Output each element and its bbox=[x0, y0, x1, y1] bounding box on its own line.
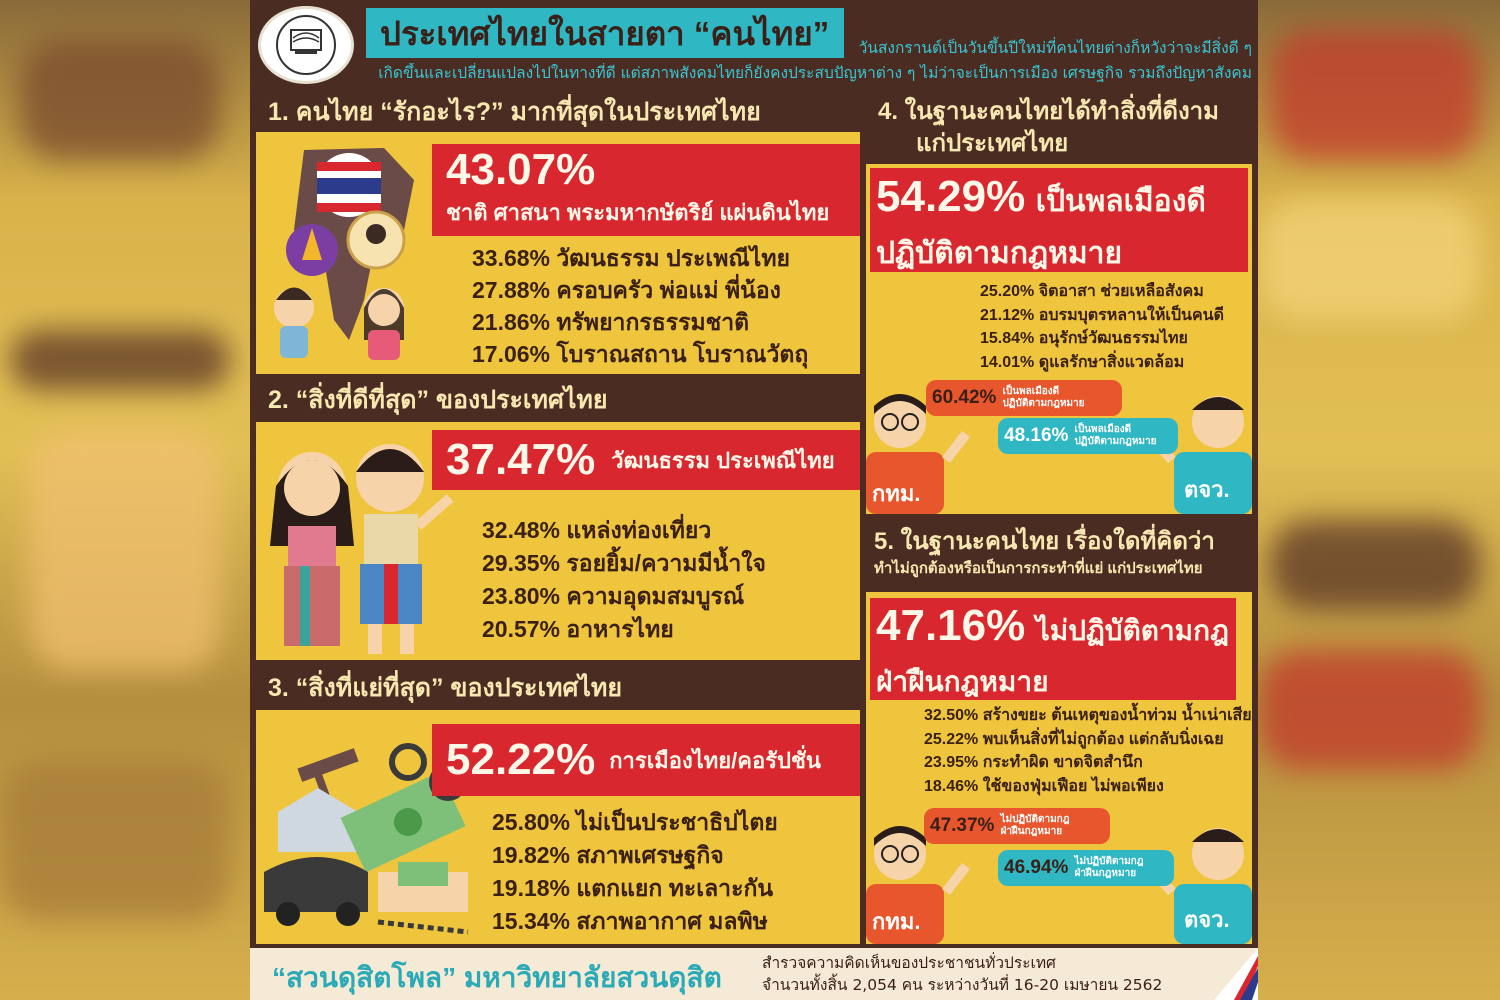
poll-brand: “สวนดุสิตโพล” มหาวิทยาลัยสวนดุสิต bbox=[272, 962, 722, 993]
survey-info-line1: สำรวจความคิดเห็นของประชาชนทั่วประเทศ bbox=[762, 954, 1056, 972]
bkk-percent: 60.42% bbox=[932, 387, 997, 408]
section-4-panel bbox=[866, 92, 1252, 514]
list-item: 32.50% สร้างขยะ ต้นเหตุของน้ำท่วม น้ำเน่าเสีย bbox=[924, 707, 1252, 724]
section-5-title bbox=[866, 520, 1252, 592]
poster-footer bbox=[250, 948, 1258, 1000]
section-1-top-result bbox=[432, 144, 860, 236]
section-2-title: 2. “สิ่งที่ดีที่สุด” ของประเทศไทย bbox=[256, 378, 860, 422]
province-caption-2b: ฝ่าฝืนกฎหมาย bbox=[1074, 868, 1137, 879]
section-2-top-result bbox=[432, 430, 860, 490]
list-item: 32.48% แหล่งท่องเที่ยว bbox=[482, 517, 712, 543]
bkk-percent-2: 47.37% bbox=[930, 815, 995, 836]
survey-info-line2: จำนวนทั้งสิ้น 2,054 คน ระหว่างวันที่ 16-20 เมษายน 2562 bbox=[762, 976, 1163, 994]
list-item: 14.01% ดูแลรักษาสิ่งแวดล้อม bbox=[980, 353, 1185, 371]
section-3-list bbox=[492, 806, 778, 938]
section-3-top-result bbox=[432, 724, 860, 796]
section-2-panel bbox=[256, 378, 860, 660]
list-item: 21.86% ทรัพยากรธรรมชาติ bbox=[472, 309, 750, 335]
list-item: 23.95% กระทำผิด ขาดจิตสำนึก bbox=[924, 754, 1143, 771]
section-1-panel bbox=[256, 92, 860, 374]
poster-header bbox=[250, 0, 1258, 88]
section-4-title-line1: 4. ในฐานะคนไทยได้ทำสิ่งที่ดีงาม bbox=[878, 98, 1219, 125]
section-1-top-percent: 43.07% bbox=[446, 145, 596, 194]
section-5-top-result bbox=[870, 598, 1236, 700]
thailand-map-illustration bbox=[264, 140, 434, 370]
bkk-caption-1: เป็นพลเมืองดี bbox=[1002, 386, 1060, 397]
section-5-top-label: ไม่ปฏิบัติตามกฎ bbox=[1035, 615, 1229, 646]
section-3-title: 3. “สิ่งที่แย่ที่สุด” ของประเทศไทย bbox=[256, 666, 860, 710]
section-5-title-line1: 5. ในฐานะคนไทย เรื่องใดที่คิดว่า bbox=[874, 528, 1215, 555]
section-3-top-label: การเมืองไทย/คอรัปชั่น bbox=[609, 747, 821, 773]
list-item: 21.12% อบรมบุตรหลานให้เป็นคนดี bbox=[980, 306, 1224, 324]
section-4-list bbox=[980, 280, 1224, 374]
province-caption-2a: ไม่ปฏิบัติตามกฎ bbox=[1074, 856, 1144, 867]
section-4-top-label: เป็นพลเมืองดี bbox=[1035, 185, 1206, 218]
bkk-result-bubble bbox=[926, 380, 1122, 416]
bkk-caption-2a: ไม่ปฏิบัติตามกฎ bbox=[1000, 814, 1070, 825]
list-item: 19.18% แตกแยก ทะเลาะกัน bbox=[492, 875, 774, 901]
province-caption-1: เป็นพลเมืองดี bbox=[1074, 424, 1132, 435]
province-tag-2: ตจว. bbox=[1184, 907, 1230, 932]
province-percent-2: 46.94% bbox=[1004, 857, 1069, 878]
bkk-result-bubble-2 bbox=[924, 808, 1110, 844]
blurred-backdrop-right bbox=[1250, 0, 1500, 1000]
province-result-bubble-2 bbox=[998, 850, 1174, 886]
list-item: 25.20% จิตอาสา ช่วยเหลือสังคม bbox=[980, 283, 1204, 300]
section-1-top-label: ชาติ ศาสนา พระมหากษัตริย์ แผ่นดินไทย bbox=[446, 200, 830, 225]
section-5-list bbox=[924, 704, 1252, 798]
province-tag: ตจว. bbox=[1184, 477, 1230, 502]
section-5-top-label-2: ฝ่าฝืนกฎหมาย bbox=[876, 666, 1049, 697]
infographic-poster bbox=[250, 0, 1258, 1000]
section-4-top-label-2: ปฏิบัติตามกฎหมาย bbox=[876, 237, 1123, 270]
list-item: 25.22% พบเห็นสิ่งที่ไม่ถูกต้อง แต่กลับนิ่งเฉย bbox=[924, 730, 1224, 748]
thai-flag-icon bbox=[1214, 948, 1258, 1000]
section-3-top-percent: 52.22% bbox=[446, 735, 596, 784]
list-item: 25.80% ไม่เป็นประชาธิปไตย bbox=[492, 809, 778, 835]
section-1-title: 1. คนไทย “รักอะไร?” มากที่สุดในประเทศไทย bbox=[256, 92, 860, 132]
section-4-title bbox=[866, 92, 1252, 164]
section-4-top-result bbox=[870, 168, 1248, 272]
section-5-top-percent: 47.16% bbox=[876, 601, 1026, 650]
list-item: 20.57% อาหารไทย bbox=[482, 616, 674, 642]
blurred-backdrop-left bbox=[0, 0, 250, 1000]
section-2-top-percent: 37.47% bbox=[446, 435, 596, 484]
list-item: 29.35% รอยยิ้ม/ความมีน้ำใจ bbox=[482, 550, 766, 576]
section-4-title-line2: แก่ประเทศไทย bbox=[916, 130, 1069, 157]
list-item: 19.82% สภาพเศรษฐกิจ bbox=[492, 842, 724, 868]
province-result-bubble bbox=[998, 418, 1178, 454]
bkk-caption-2: ปฏิบัติตามกฎหมาย bbox=[1002, 398, 1085, 409]
bkk-tag-2: กทม. bbox=[872, 909, 921, 934]
section-3-panel bbox=[256, 666, 860, 944]
list-item: 18.46% ใช้ของฟุ่มเฟือย ไม่พอเพียง bbox=[924, 777, 1164, 795]
list-item: 27.88% ครอบครัว พ่อแม่ พี่น้อง bbox=[472, 277, 781, 303]
section-1-list bbox=[472, 242, 808, 370]
survey-info bbox=[762, 952, 1162, 996]
intro-text-line1: วันสงกรานต์เป็นวันขึ้นปีใหม่ที่คนไทยต่างก็หวังว่าจะมีสิ่งดี ๆ bbox=[858, 39, 1252, 57]
list-item: 23.80% ความอุดมสมบูรณ์ bbox=[482, 583, 745, 609]
bkk-tag: กทม. bbox=[872, 481, 921, 506]
poster-title: ประเทศไทยในสายตา “คนไทย” bbox=[366, 8, 844, 58]
section-5-title-line2: ทำไม่ถูกต้องหรือเป็นการกระทำที่แย่ แก่ประเทศไทย bbox=[874, 560, 1203, 577]
list-item: 15.84% อนุรักษ์วัฒนธรรมไทย bbox=[980, 330, 1188, 347]
list-item: 15.34% สภาพอากาศ มลพิษ bbox=[492, 908, 768, 934]
section-5-panel bbox=[866, 520, 1252, 944]
section-2-list bbox=[482, 514, 766, 646]
province-percent: 48.16% bbox=[1004, 425, 1069, 446]
bkk-caption-2b: ฝ่าฝืนกฎหมาย bbox=[1000, 826, 1063, 837]
intro-text-line2: เกิดขึ้นและเปลี่ยนแปลงไปในทางที่ดี แต่สภาพสังคมไทยก็ยังคงประสบปัญหาต่าง ๆ ไม่ว่าจะเป็นการเมือง เศรษฐกิจ รวมถึงปัญหาสังคม bbox=[378, 64, 1252, 82]
province-caption-2: ปฏิบัติตามกฎหมาย bbox=[1074, 436, 1157, 447]
university-logo bbox=[258, 6, 354, 84]
list-item: 17.06% โบราณสถาน โบราณวัตถุ bbox=[472, 341, 809, 367]
list-item: 33.68% วัฒนธรรม ประเพณีไทย bbox=[472, 245, 790, 271]
section-4-top-percent: 54.29% bbox=[876, 172, 1026, 221]
thai-couple-illustration bbox=[260, 426, 460, 658]
section-2-top-label: วัฒนธรรม ประเพณีไทย bbox=[611, 447, 835, 473]
